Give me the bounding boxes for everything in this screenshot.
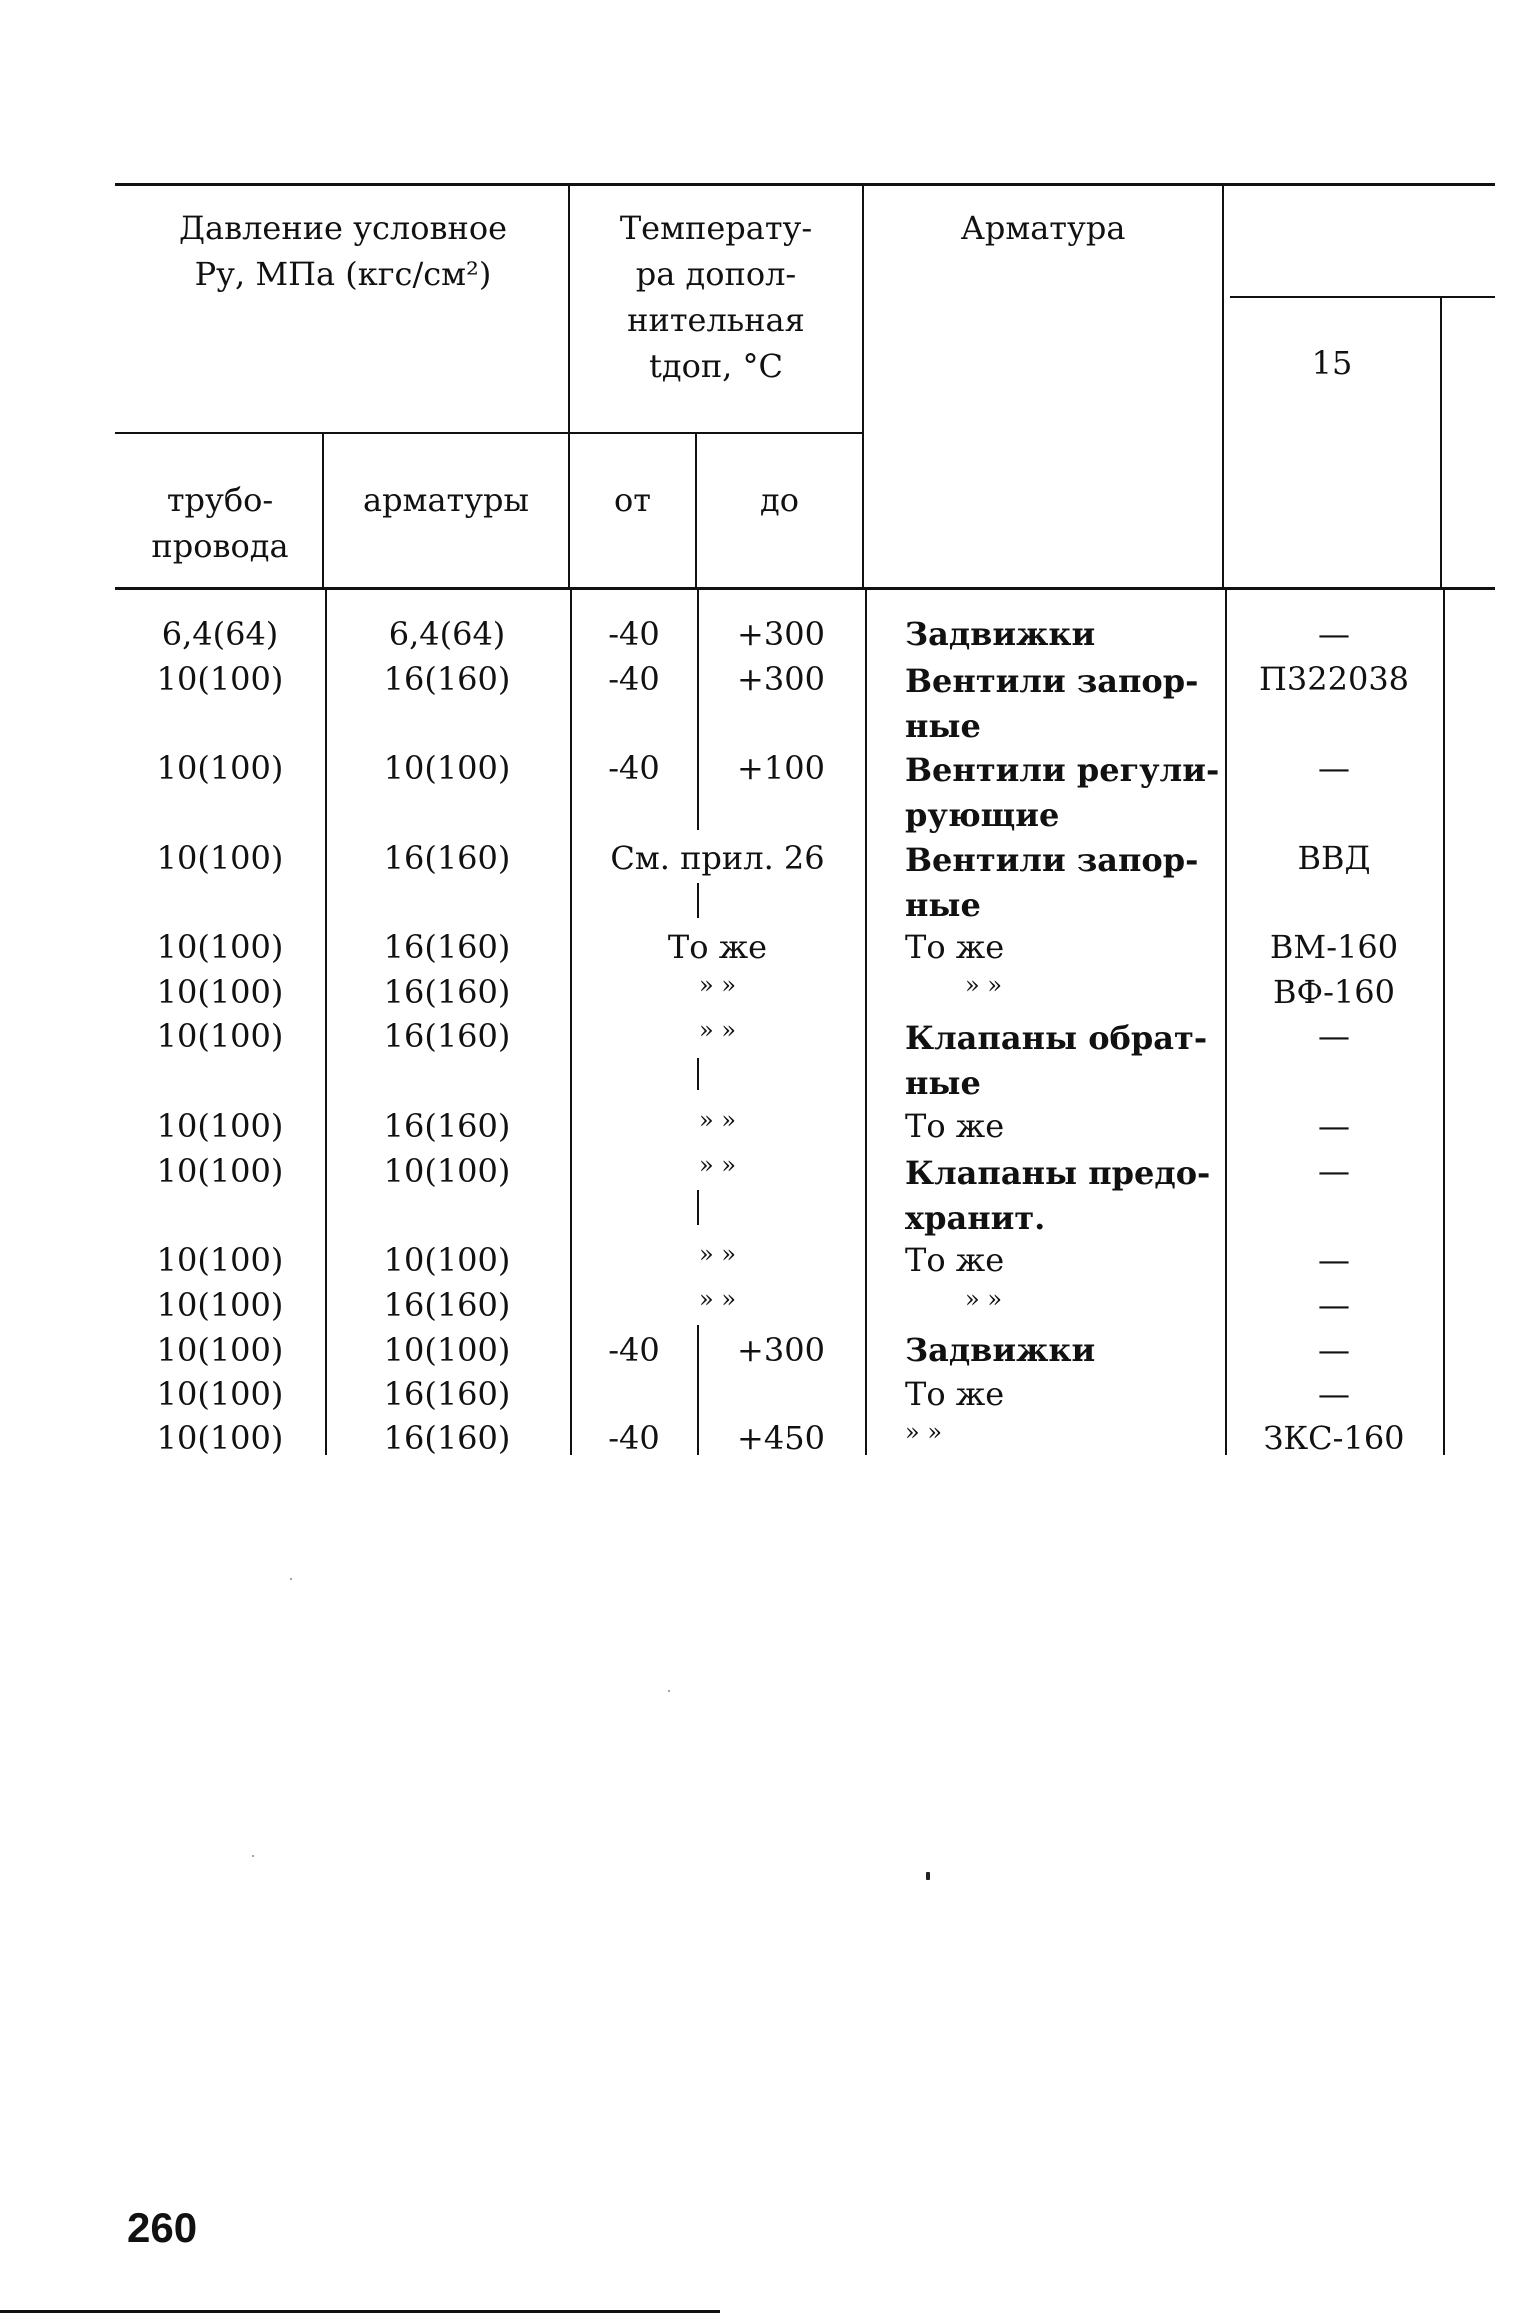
row-11-code: — bbox=[1318, 1286, 1350, 1324]
row-2-tto: +300 bbox=[737, 660, 825, 698]
row-11-name: » » bbox=[965, 1285, 1002, 1313]
row-12-tto: +300 bbox=[737, 1331, 825, 1369]
header-col15-rule bbox=[1230, 296, 1495, 298]
row-8-tspan: » » bbox=[699, 1106, 736, 1134]
row-14-name: » » bbox=[905, 1418, 942, 1446]
row-13-arm: 16(160) bbox=[383, 1375, 511, 1413]
page-bottom-rule bbox=[0, 2310, 720, 2313]
row-6-tspan: » » bbox=[699, 971, 736, 999]
body-vline-name bbox=[865, 590, 867, 1455]
row-13-name: То же bbox=[905, 1375, 1005, 1413]
row-1-name: Задвижки bbox=[905, 615, 1096, 653]
row-9-name: Клапаны предо- хранит. bbox=[905, 1154, 1211, 1237]
row-14-arm: 16(160) bbox=[383, 1419, 511, 1457]
row-13-pipe: 10(100) bbox=[156, 1375, 284, 1413]
row-5-name: То же bbox=[905, 928, 1005, 966]
row-4-code: ВВД bbox=[1297, 839, 1371, 877]
row-5-pipe: 10(100) bbox=[156, 928, 284, 966]
row-10-tspan: » » bbox=[699, 1240, 736, 1268]
row-1-tto: +300 bbox=[737, 615, 825, 653]
temp-sep-4 bbox=[697, 1190, 699, 1225]
row-5-code: ВМ-160 bbox=[1269, 928, 1399, 966]
row-4-tspan: См. прил. 26 bbox=[610, 839, 825, 877]
header-temp: Температу- ра допол- нительная tдоп, °С bbox=[619, 209, 813, 385]
row-14-tto: +450 bbox=[737, 1419, 825, 1457]
row-10-name: То же bbox=[905, 1241, 1005, 1279]
row-5-arm: 16(160) bbox=[383, 928, 511, 966]
header-to: до bbox=[760, 481, 799, 519]
scan-speck bbox=[290, 1578, 292, 1580]
row-2-tfrom: -40 bbox=[608, 660, 660, 698]
row-2-name: Вентили запор- ные bbox=[905, 662, 1199, 745]
row-4-pipe: 10(100) bbox=[156, 839, 284, 877]
temp-sep-2 bbox=[697, 883, 699, 918]
row-9-pipe: 10(100) bbox=[156, 1152, 284, 1190]
header-mid-rule bbox=[115, 432, 863, 434]
row-6-name: » » bbox=[965, 971, 1002, 999]
row-8-code: — bbox=[1318, 1107, 1350, 1145]
body-vline-right bbox=[1443, 590, 1445, 1455]
scan-speck bbox=[668, 1690, 670, 1692]
header-col15: 15 bbox=[1311, 344, 1353, 382]
row-3-arm: 10(100) bbox=[383, 749, 511, 787]
row-2-code: П322038 bbox=[1258, 660, 1410, 698]
header-fittings: арматуры bbox=[362, 481, 529, 519]
row-12-name: Задвижки bbox=[905, 1331, 1096, 1369]
row-6-code: ВФ-160 bbox=[1273, 973, 1395, 1011]
row-1-code: — bbox=[1318, 615, 1350, 653]
row-1-tfrom: -40 bbox=[608, 615, 660, 653]
row-10-arm: 10(100) bbox=[383, 1241, 511, 1279]
row-10-code: — bbox=[1318, 1241, 1350, 1279]
row-11-pipe: 10(100) bbox=[156, 1286, 284, 1324]
row-12-arm: 10(100) bbox=[383, 1331, 511, 1369]
row-12-tfrom: -40 bbox=[608, 1331, 660, 1369]
row-3-code: — bbox=[1318, 749, 1350, 787]
scan-speck bbox=[926, 1872, 930, 1880]
row-7-tspan: » » bbox=[699, 1016, 736, 1044]
row-13-code: — bbox=[1318, 1375, 1350, 1413]
row-5-tspan: То же bbox=[667, 928, 768, 966]
header-fitting: Арматура bbox=[960, 209, 1126, 247]
row-1-arm: 6,4(64) bbox=[388, 615, 506, 653]
header-pressure: Давление условное Ру, МПа (кгс/см²) bbox=[178, 209, 508, 293]
row-10-pipe: 10(100) bbox=[156, 1241, 284, 1279]
header-from: от bbox=[614, 481, 651, 519]
row-12-code: — bbox=[1318, 1331, 1350, 1369]
row-8-arm: 16(160) bbox=[383, 1107, 511, 1145]
temp-sep-3 bbox=[697, 1058, 699, 1090]
row-6-pipe: 10(100) bbox=[156, 973, 284, 1011]
row-3-pipe: 10(100) bbox=[156, 749, 284, 787]
header-pipeline: трубо- провода bbox=[151, 481, 289, 565]
row-7-pipe: 10(100) bbox=[156, 1017, 284, 1055]
row-12-pipe: 10(100) bbox=[156, 1331, 284, 1369]
table-top-rule bbox=[115, 183, 1495, 186]
page-number: 260 bbox=[127, 2204, 198, 2251]
row-7-name: Клапаны обрат- ные bbox=[905, 1019, 1208, 1102]
row-2-arm: 16(160) bbox=[383, 660, 511, 698]
header-vline-4 bbox=[1440, 296, 1442, 588]
row-7-code: — bbox=[1318, 1017, 1350, 1055]
row-7-arm: 16(160) bbox=[383, 1017, 511, 1055]
row-1-pipe: 6,4(64) bbox=[161, 615, 279, 653]
row-14-pipe: 10(100) bbox=[156, 1419, 284, 1457]
row-3-tfrom: -40 bbox=[608, 749, 660, 787]
row-8-name: То же bbox=[905, 1107, 1005, 1145]
row-9-tspan: » » bbox=[699, 1151, 736, 1179]
row-11-arm: 16(160) bbox=[383, 1286, 511, 1324]
row-8-pipe: 10(100) bbox=[156, 1107, 284, 1145]
row-9-code: — bbox=[1318, 1152, 1350, 1190]
row-9-arm: 10(100) bbox=[383, 1152, 511, 1190]
row-3-name: Вентили регули- рующие bbox=[905, 751, 1220, 834]
row-6-arm: 16(160) bbox=[383, 973, 511, 1011]
row-4-arm: 16(160) bbox=[383, 839, 511, 877]
row-11-tspan: » » bbox=[699, 1285, 736, 1313]
scan-speck bbox=[252, 1855, 254, 1857]
row-3-tto: +100 bbox=[737, 749, 825, 787]
row-14-tfrom: -40 bbox=[608, 1419, 660, 1457]
row-4-name: Вентили запор- ные bbox=[905, 841, 1199, 924]
row-14-code: ЗКС-160 bbox=[1263, 1419, 1405, 1457]
row-2-pipe: 10(100) bbox=[156, 660, 284, 698]
